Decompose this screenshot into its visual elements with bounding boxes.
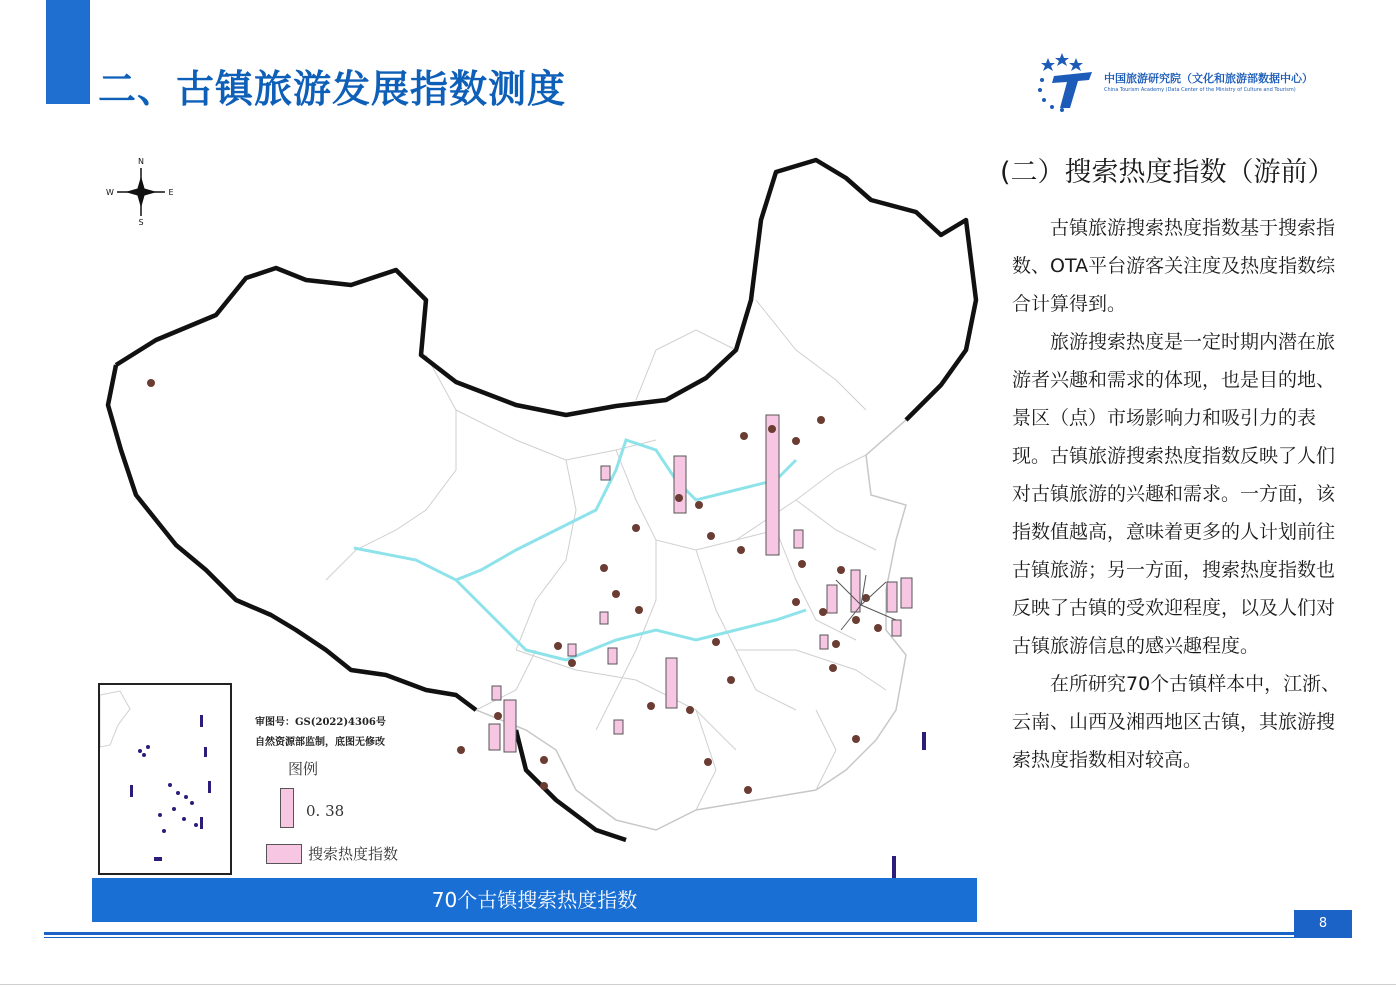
heat-bar: [674, 456, 686, 513]
islands: [892, 732, 926, 878]
legend-series-label: 搜索热度指数: [308, 845, 399, 863]
heat-bar: [608, 648, 617, 664]
heat-bar: [766, 415, 779, 555]
town-marker: [829, 664, 837, 672]
compass-s: S: [138, 218, 144, 227]
town-marker: [147, 379, 155, 387]
section-heading: (二）搜索热度指数（游前）: [1000, 157, 1335, 188]
map-legend: [258, 758, 438, 868]
paragraph: 在所研究70个古镇样本中，江浙、云南、山西及湘西地区古镇，其旅游搜索热度指数相对较高。: [1012, 673, 1341, 771]
south-china-sea-inset: [98, 683, 232, 875]
town-marker: [457, 746, 465, 754]
town-marker: [540, 756, 548, 764]
slide-title: 二、古镇旅游发展指数测度: [98, 67, 567, 111]
town-marker: [675, 494, 683, 502]
heat-bar: [614, 720, 623, 734]
paragraph: 旅游搜索热度是一定时期内潜在旅游者兴趣和需求的体现，也是目的地、景区（点）市场影响力和吸引力的表现。古镇旅游搜索热度指数反映了人们对古镇旅游的兴趣和需求。一方面，该指数值越高，意味着更多的人计划前往古镇旅游；另一方面，搜索热度指数也反映了古镇的受欢迎程度，以及人们对古镇旅游信息的感兴趣程度。: [1012, 331, 1336, 657]
town-marker: [852, 735, 860, 743]
town-marker: [612, 590, 620, 598]
town-marker: [494, 712, 502, 720]
town-marker: [568, 659, 576, 667]
heat-bar: [601, 466, 610, 480]
compass-e: E: [168, 188, 174, 197]
heat-bar: [892, 620, 901, 636]
heat-bar: [492, 686, 501, 700]
town-marker: [792, 598, 800, 606]
town-marker: [768, 425, 776, 433]
section-body: [1012, 209, 1348, 779]
town-marker: [874, 624, 882, 632]
town-marker: [707, 532, 715, 540]
heat-bar: [820, 635, 828, 649]
town-marker: [635, 606, 643, 614]
heat-bar: [666, 658, 677, 708]
island: [922, 732, 926, 750]
map-caption: 70个古镇搜索热度指数: [92, 878, 977, 922]
town-marker: [837, 566, 845, 574]
heat-bar: [887, 582, 897, 612]
title-accent-bar: [46, 0, 90, 104]
town-marker: [832, 640, 840, 648]
footer-rule: [44, 932, 1294, 935]
town-marker: [686, 706, 694, 714]
heat-bar: [600, 612, 608, 624]
compass-icon: [117, 168, 165, 216]
town-marker: [792, 437, 800, 445]
heat-bar: [794, 530, 803, 548]
legend-scale-bar: [280, 788, 294, 828]
heat-bar: [901, 578, 912, 608]
town-marker: [704, 758, 712, 766]
paragraph: 古镇旅游搜索热度指数基于搜索指数、OTA平台游客关注度及热度指数综合计算得到。: [1012, 217, 1336, 315]
compass-n: N: [138, 157, 144, 166]
approval-line-2: 自然资源部监制，底图无修改: [255, 737, 385, 748]
heat-bar: [489, 724, 500, 750]
town-marker: [740, 432, 748, 440]
town-marker: [695, 501, 703, 509]
legend-scale-value: 0. 38: [306, 802, 345, 820]
logo: [1034, 50, 1364, 114]
town-marker: [798, 560, 806, 568]
town-marker: [600, 564, 608, 572]
island: [892, 856, 896, 878]
approval-line-1: 审图号：GS(2022)4306号: [255, 717, 386, 728]
town-marker: [554, 642, 562, 650]
bottom-divider: [0, 984, 1396, 985]
logo-org-name: 中国旅游研究院（文化和旅游部数据中心）: [1104, 72, 1313, 85]
legend-swatch: [266, 844, 302, 864]
town-marker: [737, 546, 745, 554]
heat-bar: [851, 570, 860, 612]
china-land: [108, 160, 976, 830]
heat-bar: [827, 585, 837, 613]
town-marker: [632, 524, 640, 532]
heat-bar: [504, 700, 516, 752]
map-approval-note: [255, 713, 386, 753]
town-marker: [712, 638, 720, 646]
town-marker: [852, 616, 860, 624]
page-number: 8: [1294, 910, 1352, 938]
heat-bar: [568, 644, 576, 656]
footer-rule-thin: [44, 937, 1294, 938]
town-marker: [819, 608, 827, 616]
town-marker: [817, 416, 825, 424]
compass-w: W: [106, 188, 114, 197]
legend-title: 图例: [288, 760, 319, 778]
town-marker: [647, 702, 655, 710]
town-marker: [744, 786, 752, 794]
logo-icon: [1034, 50, 1104, 114]
town-marker: [540, 782, 548, 790]
logo-org-subtitle: China Tourism Academy (Data Center of the Ministry of Culture and Tourism): [1104, 87, 1296, 93]
town-marker: [727, 676, 735, 684]
inset-map: [100, 685, 230, 873]
